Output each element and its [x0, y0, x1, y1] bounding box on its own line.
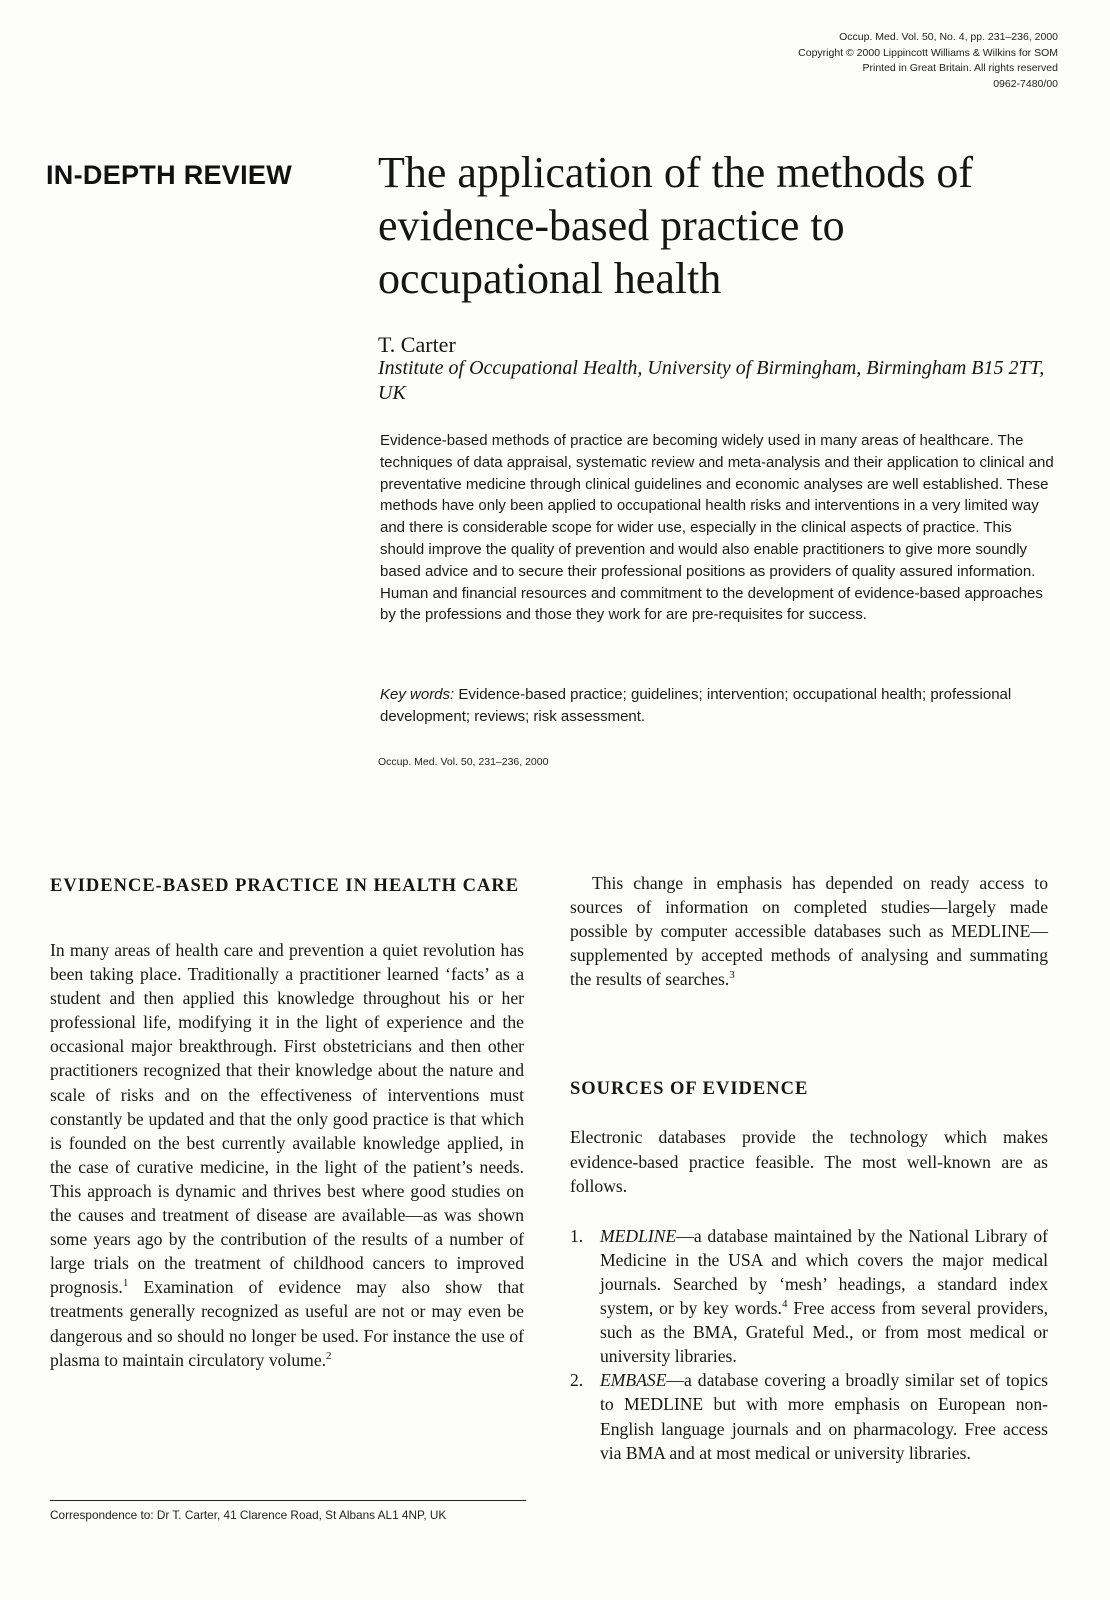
- right-column: [570, 871, 1048, 1465]
- keywords: [380, 684, 1070, 728]
- journal-header: [638, 30, 1058, 92]
- section-heading-sources-of-evidence: SOURCES OF EVIDENCE: [570, 1079, 809, 1100]
- keywords-label: Key words:: [380, 686, 455, 703]
- keywords-list: Evidence-based practice; guidelines; intervention; occupational health; professional development; reviews; risk assessment.: [380, 686, 1012, 725]
- list-item: [570, 1368, 1048, 1464]
- body-paragraph: [570, 871, 1048, 991]
- section-label: IN-DEPTH REVIEW: [46, 160, 293, 190]
- citation-ref: 1: [122, 1277, 129, 1290]
- list-item-text: Free access from several providers, such as the BMA, Grateful Med., or from most medical or university libraries.: [600, 1298, 1048, 1367]
- copyright-line: Copyright © 2000 Lippincott Williams & Wilkins for SOM: [798, 46, 1058, 59]
- correspondence-note: Correspondence to: Dr T. Carter, 41 Clarence Road, St Albans AL1 4NP, UK: [50, 1508, 447, 1522]
- journal-citation: Occup. Med. Vol. 50, No. 4, pp. 231–236, 2000: [839, 31, 1058, 43]
- author-affiliation: Institute of Occupational Health, University of Birmingham, Birmingham B15 2TT, UK: [378, 357, 1045, 404]
- issn-line: 0962-7480/00: [993, 77, 1058, 90]
- abstract: Evidence-based methods of practice are becoming widely used in many areas of healthcare. The techniques of data appraisal, systematic review and meta-analysis and their application to clinical and preventative medicine through clinical guidelines and economic analyses are well established. These methods have only been applied to occupational health risks and interventions in a very limited way and there is considerable scope for wider use, especially in the clinical aspects of practice. This should improve the quality of prevention and would also enable practitioners to give more soundly based advice and to secure their professional positions as providers of quality assured information. Human and financial resources and commitment to the development of evidence-based approaches by the professions and those they work for are pre-requisites for success.: [380, 432, 1054, 624]
- database-list: [570, 1224, 1048, 1465]
- printed-line: Printed in Great Britain. All rights reserved: [862, 62, 1058, 74]
- list-number: 1.: [570, 1225, 584, 1246]
- author-name: T. Carter: [378, 332, 456, 357]
- article-title: The application of the methods of evidence-based practice to occupational health: [378, 148, 974, 303]
- footnote-divider: [50, 1500, 526, 1501]
- body-paragraph: [50, 938, 524, 1372]
- database-name: EMBASE: [600, 1370, 667, 1391]
- left-column: [50, 874, 524, 1372]
- list-item-text: —a database covering a broadly similar set of topics to MEDLINE but with more emphasis on European non-English language journals and on pharmacology. Free access via BMA and at most medical or university libraries.: [600, 1370, 1048, 1463]
- body-paragraph: Electronic databases provide the technology which makes evidence-based practice feasible. The most well-known are as follows.: [570, 1127, 1048, 1196]
- citation-ref: 2: [326, 1349, 332, 1362]
- paragraph-text: Examination of evidence may also show that treatments generally recognized as useful are not or may even be dangerous and so should no longer be used. For instance the use of plasma to maintain circulatory volume.: [50, 1277, 524, 1370]
- paragraph-text: This change in emphasis has depended on ready access to sources of information on completed studies—largely made possible by computer accessible databases such as MEDLINE—supplemented by accepted methods of analysing and summating the results of searches.: [570, 873, 1048, 990]
- paragraph-text: In many areas of health care and prevention a quiet revolution has been taking place. Traditionally a practitioner learned ‘facts’ as a student and then applied this knowledge throughout his or her professional life, modifying it in the light of experience and the occasional major breakthrough. First obstetricians and then other practitioners recognized that their knowledge about the nature and scale of risks and on the effectiveness of interventions must constantly be updated and that the only good practice is that which is founded on the best currently available knowledge applied, in the case of curative medicine, in the light of the patient’s needs. This approach is dynamic and thrives best where good studies on the causes and treatment of disease are available—as was shown some years ago by the contribution of the results of a number of large trials on the treatment of childhood cancers to improved prognosis.: [50, 940, 524, 1298]
- list-number: 2.: [570, 1370, 584, 1391]
- citation-ref: 3: [729, 969, 735, 982]
- list-item: [570, 1224, 1048, 1369]
- journal-reference: Occup. Med. Vol. 50, 231–236, 2000: [378, 756, 549, 768]
- section-heading-evidence-based-practice: EVIDENCE-BASED PRACTICE IN HEALTH CARE: [50, 876, 520, 896]
- list-item-text: —a database maintained by the National Library of Medicine in the USA and which covers the major medical journals. Searched by ‘mesh’ headings, a standard index system, or by key words.: [600, 1225, 1048, 1319]
- citation-ref: 4: [781, 1298, 788, 1311]
- database-name: MEDLINE: [600, 1225, 677, 1246]
